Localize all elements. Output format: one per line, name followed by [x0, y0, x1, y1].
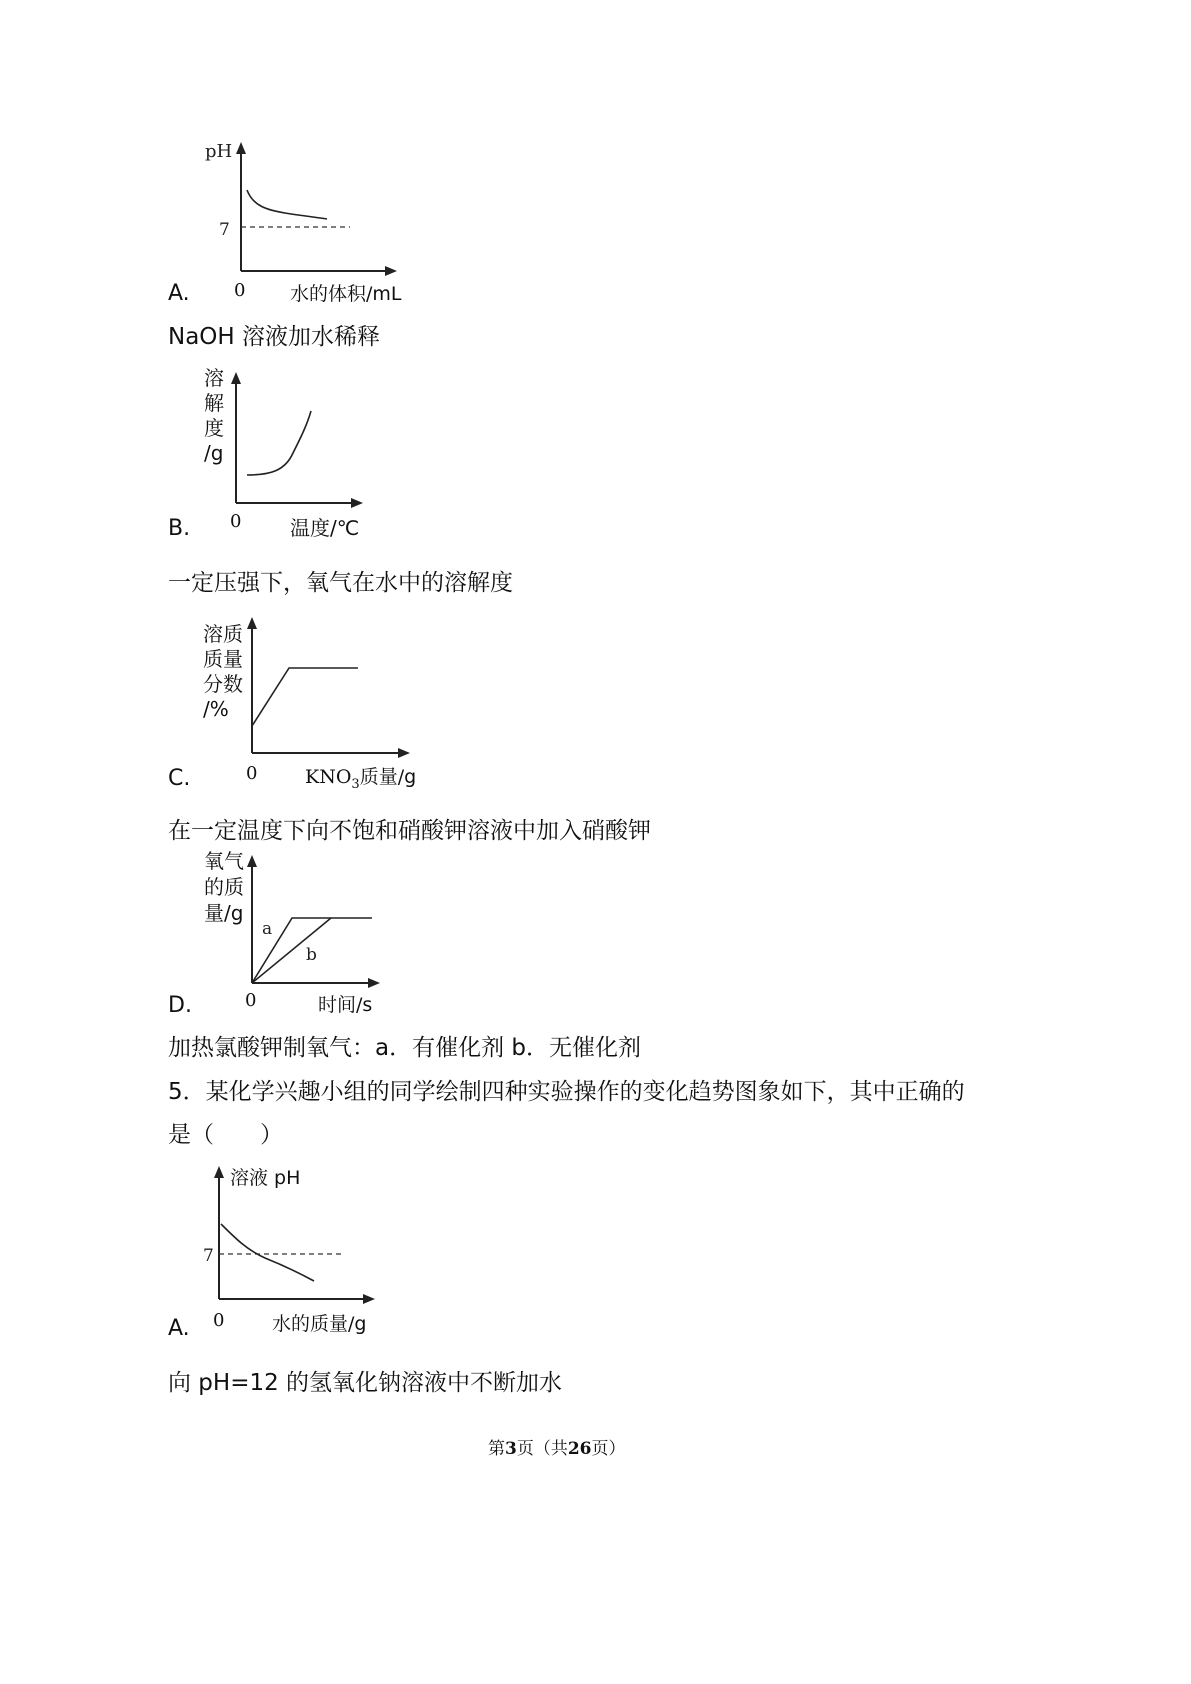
y-label-line: /g [204, 441, 224, 465]
y-mark-7: 7 [219, 220, 230, 240]
footer-prefix: 第 [488, 1439, 505, 1459]
y-axis-arrow [231, 372, 241, 384]
y-axis-label [204, 848, 244, 926]
x-axis-arrow [368, 978, 380, 988]
mass-fraction-line [252, 668, 358, 726]
y-label-line: 质量 [203, 647, 243, 671]
x-axis-label: 水的质量/g [272, 1313, 367, 1335]
x-axis-label [305, 762, 416, 792]
x-label-unit: 质量/g [359, 766, 417, 788]
x-label-formula: KNO [305, 766, 352, 788]
y-label-line: 的质 [204, 875, 244, 899]
x-label-subscript: 3 [351, 776, 360, 792]
origin-label: 0 [246, 763, 258, 784]
y-axis-arrow [247, 855, 257, 867]
ph-curve [247, 190, 327, 219]
y-label-line: 溶质 [203, 622, 243, 646]
graph-caption: 在一定温度下向不饱和硝酸钾溶液中加入硝酸钾 [168, 818, 651, 844]
x-axis-arrow [351, 498, 363, 508]
origin-label: 0 [230, 511, 242, 532]
x-axis-arrow [363, 1294, 375, 1304]
y-label-line: 氧气 [204, 849, 244, 873]
y-axis-label: 溶液 pH [230, 1167, 301, 1189]
page-footer [488, 1434, 626, 1459]
graph-caption: 加热氯酸钾制氧气：a．有催化剂 b．无催化剂 [168, 1035, 642, 1061]
x-axis-arrow [385, 266, 397, 276]
line-b-label: b [306, 945, 317, 965]
y-axis-arrow [247, 617, 257, 629]
y-axis-label [203, 622, 243, 722]
origin-label: 0 [245, 990, 257, 1011]
question-5-text-cont: 是（ ） [168, 1122, 283, 1148]
x-axis-label: 水的体积/mL [290, 283, 402, 305]
origin-label: 0 [234, 280, 246, 301]
x-axis-label: 温度/℃ [290, 516, 360, 540]
page-number: 3 [505, 1439, 517, 1459]
y-label-line: 量/g [204, 901, 244, 925]
y-axis-arrow [236, 142, 246, 154]
y-axis-label [204, 366, 224, 466]
option-label: D. [168, 993, 192, 1018]
y-mark-7: 7 [203, 1246, 214, 1266]
graph-caption: 向 pH=12 的氢氧化钠溶液中不断加水 [168, 1370, 563, 1396]
solubility-curve [247, 411, 311, 475]
origin-label: 0 [213, 1310, 225, 1331]
graph-caption: 一定压强下，氧气在水中的溶解度 [168, 570, 513, 596]
y-axis-label: pH [205, 141, 233, 162]
option-label: C. [168, 766, 191, 791]
graph-b [195, 365, 395, 525]
y-label-line: 分数 [203, 672, 243, 696]
option-label: A. [168, 1316, 190, 1341]
y-label-line: 溶 [204, 366, 224, 390]
total-pages: 26 [567, 1439, 592, 1459]
y-axis-arrow [214, 1166, 224, 1178]
ph-curve [221, 1224, 314, 1281]
footer-middle: 页（共 [516, 1439, 568, 1459]
option-label: B. [168, 516, 191, 541]
y-label-line: 解 [204, 391, 224, 415]
footer-suffix: 页） [591, 1439, 626, 1459]
line-a-label: a [262, 919, 273, 939]
graph-b-svg [195, 365, 395, 525]
x-axis-label: 时间/s [318, 994, 373, 1016]
option-label: A. [168, 281, 190, 306]
x-axis-arrow [398, 748, 410, 758]
graph-caption: NaOH 溶液加水稀释 [168, 324, 381, 350]
y-label-line: /% [203, 697, 229, 721]
question-5-text: 5．某化学兴趣小组的同学绘制四种实验操作的变化趋势图象如下，其中正确的 [168, 1079, 965, 1105]
y-label-line: 度 [204, 416, 224, 440]
